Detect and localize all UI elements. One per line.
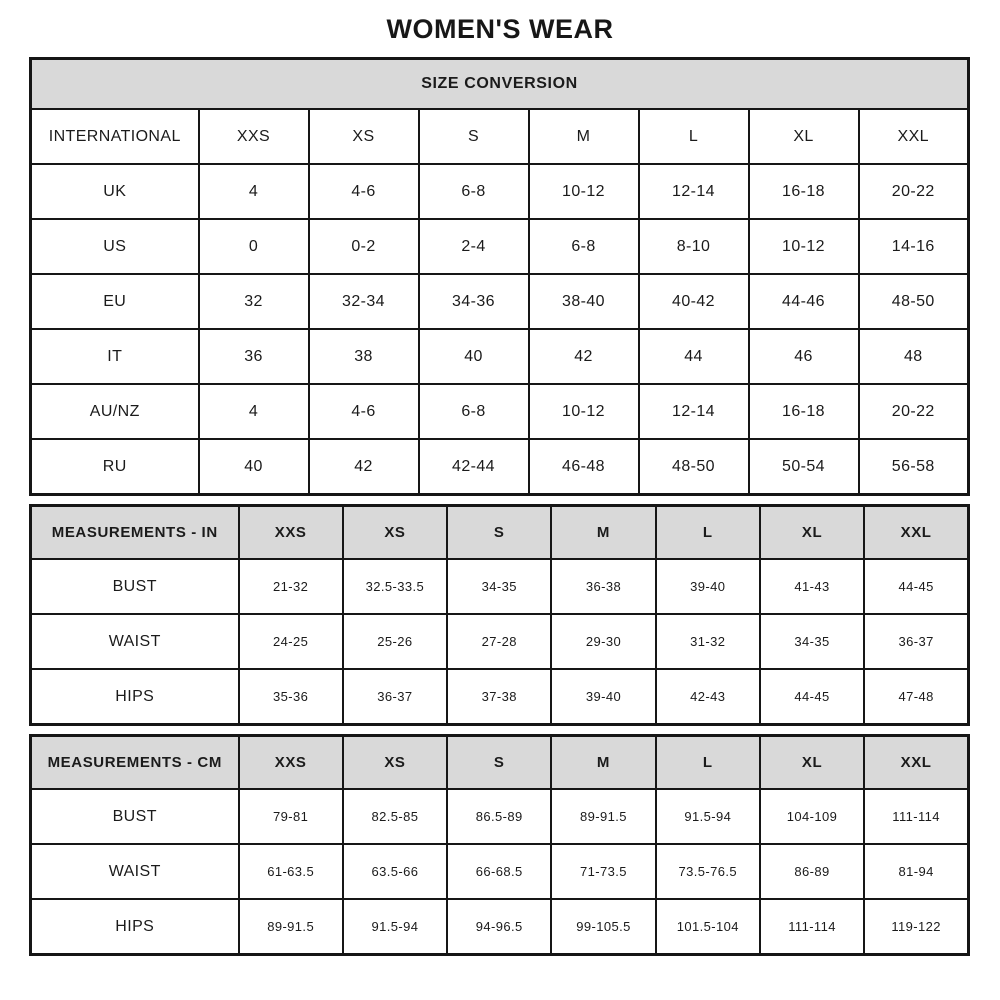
column-header: INTERNATIONAL — [31, 109, 199, 164]
column-header: XXS — [199, 109, 309, 164]
cell-value: 91.5-94 — [343, 899, 447, 955]
cell-value: 119-122 — [864, 899, 968, 955]
row-label: AU/NZ — [31, 384, 199, 439]
cell-value: 8-10 — [639, 219, 749, 274]
measurements-in-table — [29, 504, 970, 726]
column-header-row — [31, 736, 969, 790]
column-header: XXS — [239, 736, 343, 790]
cell-value: 63.5-66 — [343, 844, 447, 899]
row-label: RU — [31, 439, 199, 495]
table-row — [31, 274, 969, 329]
cell-value: 32-34 — [309, 274, 419, 329]
cell-value: 48-50 — [639, 439, 749, 495]
row-label: WAIST — [31, 844, 239, 899]
column-header: XXL — [864, 736, 968, 790]
size-conversion-table — [29, 57, 970, 496]
cell-value: 47-48 — [864, 669, 968, 725]
column-header: XS — [343, 506, 447, 560]
table-row — [31, 164, 969, 219]
table-row — [31, 384, 969, 439]
cell-value: 50-54 — [749, 439, 859, 495]
table-header: MEASUREMENTS - IN — [31, 506, 239, 560]
cell-value: 16-18 — [749, 164, 859, 219]
cell-value: 91.5-94 — [656, 789, 760, 844]
row-label: BUST — [31, 789, 239, 844]
table-row — [31, 614, 969, 669]
row-label: HIPS — [31, 669, 239, 725]
cell-value: 48 — [859, 329, 969, 384]
cell-value: 44-46 — [749, 274, 859, 329]
cell-value: 4 — [199, 384, 309, 439]
cell-value: 42 — [309, 439, 419, 495]
cell-value: 89-91.5 — [239, 899, 343, 955]
cell-value: 36-37 — [343, 669, 447, 725]
row-label: US — [31, 219, 199, 274]
cell-value: 94-96.5 — [447, 899, 551, 955]
column-header: XL — [760, 506, 864, 560]
cell-value: 38 — [309, 329, 419, 384]
column-header: L — [639, 109, 749, 164]
page-title: WOMEN'S WEAR — [386, 14, 614, 44]
cell-value: 24-25 — [239, 614, 343, 669]
row-label: WAIST — [31, 614, 239, 669]
cell-value: 10-12 — [529, 164, 639, 219]
row-label: UK — [31, 164, 199, 219]
cell-value: 0 — [199, 219, 309, 274]
cell-value: 35-36 — [239, 669, 343, 725]
column-header: M — [551, 506, 655, 560]
cell-value: 4-6 — [309, 384, 419, 439]
cell-value: 31-32 — [656, 614, 760, 669]
column-header: XS — [309, 109, 419, 164]
cell-value: 39-40 — [656, 559, 760, 614]
cell-value: 44 — [639, 329, 749, 384]
cell-value: 32.5-33.5 — [343, 559, 447, 614]
cell-value: 29-30 — [551, 614, 655, 669]
cell-value: 27-28 — [447, 614, 551, 669]
column-header-row — [31, 506, 969, 560]
measurements-cm-table — [29, 734, 970, 956]
cell-value: 40-42 — [639, 274, 749, 329]
cell-value: 99-105.5 — [551, 899, 655, 955]
column-header: XL — [760, 736, 864, 790]
cell-value: 41-43 — [760, 559, 864, 614]
cell-value: 14-16 — [859, 219, 969, 274]
row-label: HIPS — [31, 899, 239, 955]
table-row — [31, 844, 969, 899]
table-banner: SIZE CONVERSION — [31, 59, 969, 110]
column-header: L — [656, 736, 760, 790]
column-header: XXS — [239, 506, 343, 560]
cell-value: 89-91.5 — [551, 789, 655, 844]
table-banner-row — [31, 59, 969, 110]
table-row — [31, 789, 969, 844]
cell-value: 82.5-85 — [343, 789, 447, 844]
cell-value: 36-37 — [864, 614, 968, 669]
cell-value: 25-26 — [343, 614, 447, 669]
table-row — [31, 329, 969, 384]
cell-value: 12-14 — [639, 164, 749, 219]
cell-value: 86.5-89 — [447, 789, 551, 844]
column-header: S — [419, 109, 529, 164]
cell-value: 6-8 — [529, 219, 639, 274]
cell-value: 71-73.5 — [551, 844, 655, 899]
cell-value: 46-48 — [529, 439, 639, 495]
cell-value: 10-12 — [749, 219, 859, 274]
cell-value: 6-8 — [419, 164, 529, 219]
cell-value: 40 — [419, 329, 529, 384]
cell-value: 38-40 — [529, 274, 639, 329]
cell-value: 34-35 — [760, 614, 864, 669]
cell-value: 20-22 — [859, 164, 969, 219]
cell-value: 42-43 — [656, 669, 760, 725]
cell-value: 81-94 — [864, 844, 968, 899]
column-header-row — [31, 109, 969, 164]
cell-value: 12-14 — [639, 384, 749, 439]
cell-value: 79-81 — [239, 789, 343, 844]
cell-value: 20-22 — [859, 384, 969, 439]
cell-value: 34-35 — [447, 559, 551, 614]
column-header: XL — [749, 109, 859, 164]
cell-value: 48-50 — [859, 274, 969, 329]
cell-value: 61-63.5 — [239, 844, 343, 899]
table-header: MEASUREMENTS - CM — [31, 736, 239, 790]
cell-value: 36-38 — [551, 559, 655, 614]
table-row — [31, 669, 969, 725]
table-row — [31, 219, 969, 274]
cell-value: 46 — [749, 329, 859, 384]
cell-value: 6-8 — [419, 384, 529, 439]
cell-value: 10-12 — [529, 384, 639, 439]
cell-value: 42 — [529, 329, 639, 384]
cell-value: 56-58 — [859, 439, 969, 495]
column-header: M — [551, 736, 655, 790]
cell-value: 111-114 — [760, 899, 864, 955]
column-header: XXL — [864, 506, 968, 560]
row-label: IT — [31, 329, 199, 384]
cell-value: 4 — [199, 164, 309, 219]
cell-value: 4-6 — [309, 164, 419, 219]
cell-value: 44-45 — [760, 669, 864, 725]
cell-value: 16-18 — [749, 384, 859, 439]
row-label: EU — [31, 274, 199, 329]
cell-value: 86-89 — [760, 844, 864, 899]
column-header: M — [529, 109, 639, 164]
table-row — [31, 899, 969, 955]
cell-value: 66-68.5 — [447, 844, 551, 899]
table-row — [31, 439, 969, 495]
cell-value: 21-32 — [239, 559, 343, 614]
cell-value: 42-44 — [419, 439, 529, 495]
column-header: S — [447, 506, 551, 560]
column-header: S — [447, 736, 551, 790]
column-header: L — [656, 506, 760, 560]
cell-value: 73.5-76.5 — [656, 844, 760, 899]
cell-value: 34-36 — [419, 274, 529, 329]
cell-value: 37-38 — [447, 669, 551, 725]
cell-value: 0-2 — [309, 219, 419, 274]
row-label: BUST — [31, 559, 239, 614]
cell-value: 104-109 — [760, 789, 864, 844]
cell-value: 111-114 — [864, 789, 968, 844]
cell-value: 39-40 — [551, 669, 655, 725]
cell-value: 32 — [199, 274, 309, 329]
cell-value: 2-4 — [419, 219, 529, 274]
cell-value: 44-45 — [864, 559, 968, 614]
cell-value: 36 — [199, 329, 309, 384]
cell-value: 101.5-104 — [656, 899, 760, 955]
column-header: XS — [343, 736, 447, 790]
cell-value: 40 — [199, 439, 309, 495]
column-header: XXL — [859, 109, 969, 164]
table-row — [31, 559, 969, 614]
